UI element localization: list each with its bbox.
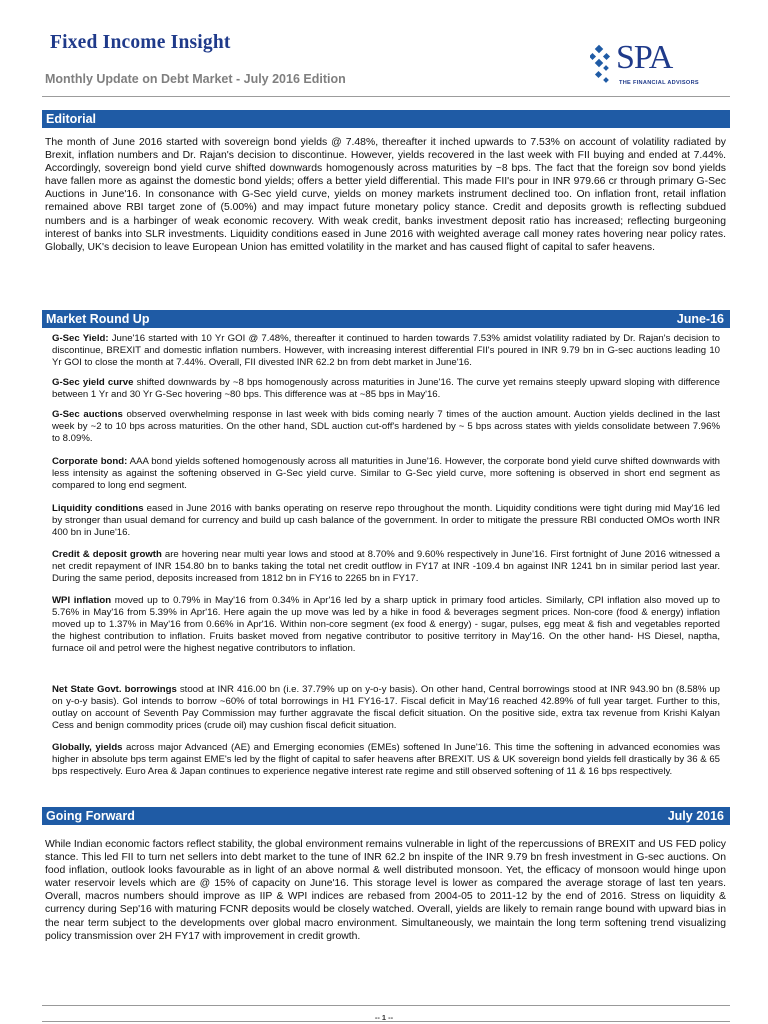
market-item-yield-curve bbox=[52, 377, 720, 401]
item-text: AAA bond yields softened homogenously across all maturities in June'16. However, the corporate bond yield curve shifted downwards with less intensity as against the softening observed in G-Sec yield curve. Similar to G-Sec yield curve, more softening is observed in short end segment as compared to long end segment. bbox=[52, 456, 720, 491]
item-lead: G-Sec auctions bbox=[52, 409, 123, 420]
market-period: June-16 bbox=[676, 312, 724, 326]
item-text: eased in June 2016 with banks operating on reserve repo throughout the month. Liquidity conditions were tight during mid May'16 led by stronger than usual demand for currency and build up cash balance of the government. In order to mitigate the pressure RBI conducted OMOs worth INR 400 bn in June'16. bbox=[52, 503, 720, 538]
market-item-corporate-bond bbox=[52, 456, 720, 492]
item-text: shifted downwards by ~8 bps homogenously across maturities in June'16. The curve yet remains steeply upward sloping with difference between 1 Yr and 30 Yr G-Sec hovering ~80 bps. This difference was at ~85 bps in May'16. bbox=[52, 377, 720, 400]
header-divider bbox=[42, 96, 730, 97]
item-lead: Net State Govt. borrowings bbox=[52, 684, 177, 695]
footer-rule-bottom bbox=[42, 1021, 730, 1022]
market-item-liquidity bbox=[52, 503, 720, 539]
item-lead: G-Sec Yield: bbox=[52, 333, 109, 344]
item-lead: Corporate bond: bbox=[52, 456, 128, 467]
logo-tagline: THE FINANCIAL ADVISORS bbox=[619, 80, 699, 86]
item-lead: WPI inflation bbox=[52, 595, 112, 606]
logo-wordmark: SPA bbox=[616, 39, 673, 76]
forward-body: While Indian economic factors reflect stability, the global environment remains vulnerable in light of the repercussions of BREXIT and US FED policy stance. This led FII to turn net sellers into debt market to the tune of INR 62.2 bn inspite of the INR 9.79 bn fresh investment in G-sec auctions. On food inflation, outlook looks favourable as in light of an above normal & well distributed monsoon. Yet, the efficacy of monsoon would hinge upon water reservoir levels which are @ 15% of capacity on June'16. This storage level is lower as compared the average storage of last ten years. Overall, macros numbers should improve as IIP & WPI indices are rebased from 2004-05 to 2011-12 by the end of 2016. Stress on liquidity & currency during Sep'16 with maturing FCNR deposits would be closely watched. Overall, yields are likely to remain range bound with upward bias in the near term subject to the developments over global macro environment. Simultaneously, we maintain the long term softening trend visualizing policy transmission over 2H FY17 with improvement in credit growth. bbox=[45, 839, 726, 942]
editorial-heading: Editorial bbox=[46, 112, 97, 126]
page-title: Fixed Income Insight bbox=[50, 32, 231, 53]
market-item-credit-deposit bbox=[52, 549, 720, 585]
forward-section-bar bbox=[42, 807, 730, 825]
market-heading: Market Round Up bbox=[46, 312, 150, 326]
item-text: observed overwhelming response in last week with bids coming nearly 7 times of the auction amount. Auction yields declined in the last week by ~2 to 10 bps across maturities. On the other hand, SDL auction cut-off's hardened by ~ 5 bps across states with yields consolidate between 7.96% to 8.09%. bbox=[52, 409, 720, 444]
forward-heading: Going Forward bbox=[46, 809, 135, 823]
forward-period: July 2016 bbox=[667, 809, 724, 823]
item-lead: Globally, yields bbox=[52, 742, 123, 753]
item-lead: G-Sec yield curve bbox=[52, 377, 134, 388]
editorial-section-bar bbox=[42, 110, 730, 128]
page-number: -- 1 -- bbox=[374, 1013, 394, 1022]
market-item-state-borrowings bbox=[52, 684, 720, 732]
editorial-body: The month of June 2016 started with sovereign bond yields @ 7.48%, thereafter it inched upwards to 7.53% on account of volatility radiated by Brexit, inflation numbers and Dr. Rajan's decision to discontinue. However, yields recovered in the last week with FII buying and ended at 7.44%. Accordingly, sovereign bond yield curve shifted downwards homogenously across maturities by ~8 bps. The fact that the foreign sov bond yields have fallen more as against the domestic bond yields; offers a better yield differential. This made FII's pour in INR 979.66 cr through primary G-Sec Auctions in June'16. In consonance with G-Sec yield curve, yields on money markets instrument declined too. On inflation front, retail inflation remained above RBI target zone of (5.00%) and may impact future monetary policy stance. Credit and deposits growth is reflecting subdued numbers and is a harbinger of weak economic recovery. With weak credit, banks investment deposit ratio has increased; reflecting burgeoning interest of banks into SLR investments. Liquidity conditions eased in June 2016 with weighted average call money rates hovering near policy rates. Globally, UK's decision to leave European Union has emitted volatility in the market and has caused flight of capital to safer heavens. bbox=[45, 137, 726, 253]
footer-rule-top bbox=[42, 1005, 730, 1006]
page-subtitle: Monthly Update on Debt Market - July 2016 Edition bbox=[45, 72, 346, 86]
item-text: moved up to 0.79% in May'16 from 0.34% in Apr'16 led by a sharp uptick in primary food articles. Similarly, CPI inflation also moved up to 5.76% in May'16 from 5.39% in Apr'16. Here again the up move was led by a hike in food & beverages segment prices. Non-core (food & energy) inflation moved up to 1.37% in May'16 from 0.66% in Apr'16. Within non-core segment (ex food & energy) - sugar, pulses, egg meat & fish and vegetables reported the highest contribution to inflation. Fruits basket moved from negative contributor to positive territory in May'16. On the other hand- HS Diesel, naptha, furnace oil and petrol were the highest negative contributors to inflation. bbox=[52, 595, 720, 654]
market-item-gsec-yield bbox=[52, 333, 720, 369]
item-text: stood at INR 416.00 bn (i.e. 37.79% up on y-o-y basis). On other hand, Central borrowings stood at INR 943.90 bn (8.58% up on y-o-y basis). GoI intends to borrow ~60% of total borrowings in H1 FY16-17. Fiscal deficit in May'16 reached 42.89% of full year target. Further to this, outlay on account of Seventh Pay Commission may further aggravate the fiscal deficit situation. On the positive side, extra tax revenue from Krishi Kalyan Cess and benign commodity prices (crude oil) may cushion fiscal deficit situation. bbox=[52, 684, 720, 731]
item-text: are hovering near multi year lows and stood at 8.70% and 9.60% respectively in June'16. First fortnight of June 2016 witnessed a net credit repayment of INR 154.80 bn to banks taking the total net credit outflow in FY17 at INR -109.4 bn against INR 1241 bn in similar period last year. During the same period, deposits increased from 1812 bn in FY16 to 2265 bn in FY17. bbox=[52, 549, 720, 584]
market-item-gsec-auctions bbox=[52, 409, 720, 445]
item-lead: Credit & deposit growth bbox=[52, 549, 162, 560]
market-section-bar bbox=[42, 310, 730, 328]
item-text: across major Advanced (AE) and Emerging economies (EMEs) softened In June'16. This time the softening in advanced economies was higher in absolute bps term against EME's led by the flight of capital to safer heavens after BREXIT. US & UK sovereign bond yields fell drastically by 36 & 65 bps respectively. Euro Area & Japan continues to experience negative interest rate regime and still observed softening of 11 & 16 bps respectively. bbox=[52, 742, 721, 777]
market-item-global-yields bbox=[52, 742, 720, 778]
item-lead: Liquidity conditions bbox=[52, 503, 144, 514]
market-item-wpi-inflation bbox=[52, 595, 720, 655]
item-text: June'16 started with 10 Yr GOI @ 7.48%, thereafter it continued to harden towards 7.53% amidst volatility radiated by Dr. Rajan's decision to discontinue, BREXIT and domestic inflation numbers. However, with increasing interest differential FII's poured in INR 9.79 bn in G-sec auctions leading 10 Yr GOI to close the month at 7.44%. Overall, FII divested INR 62.2 bn from debt market in June'16. bbox=[52, 333, 721, 368]
